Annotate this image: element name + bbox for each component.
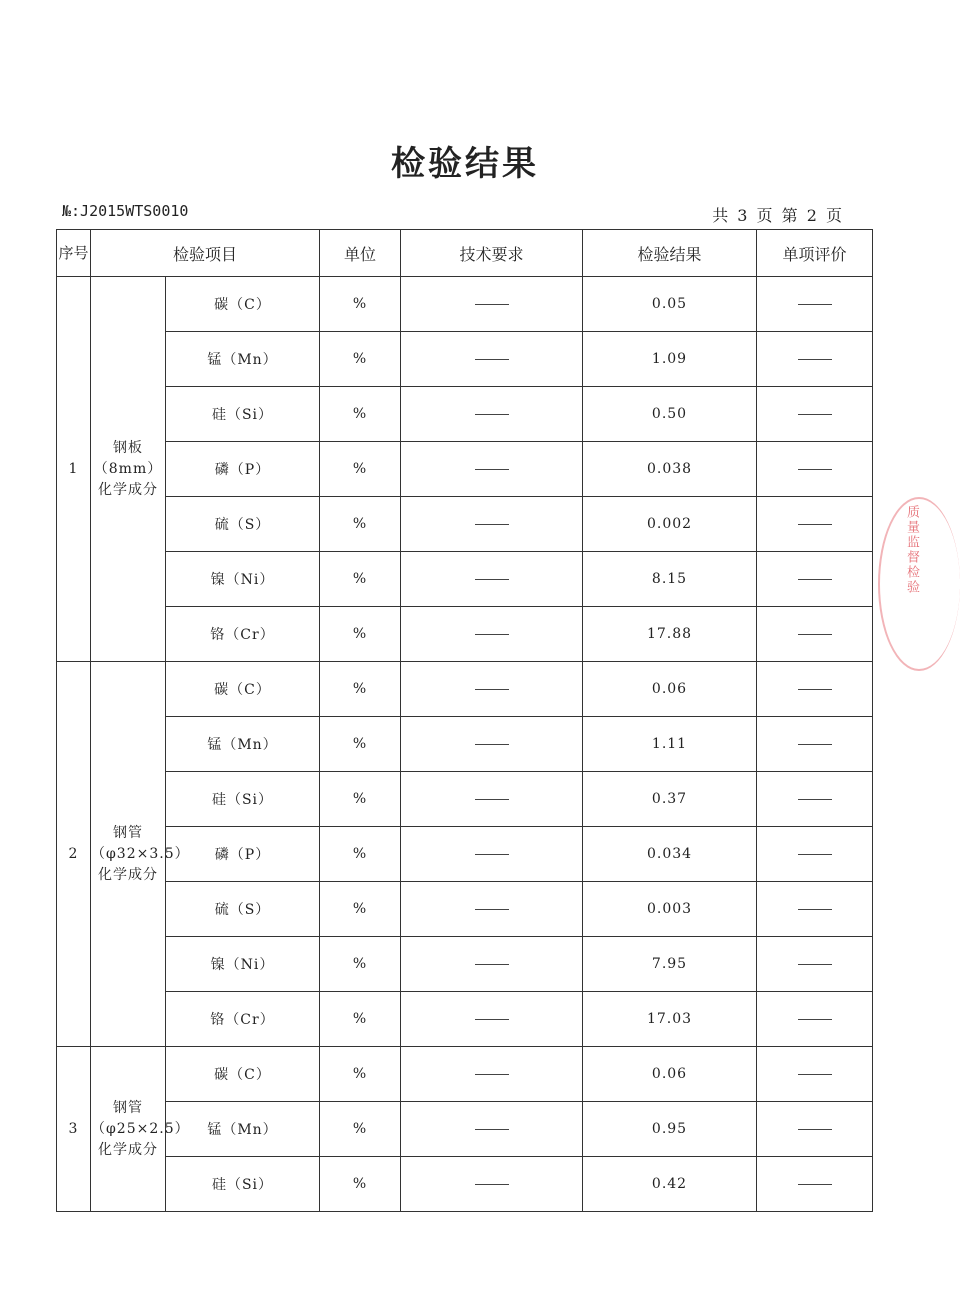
evaluation-cell [757, 827, 873, 882]
unit-cell: % [320, 772, 401, 827]
unit-cell: % [320, 1102, 401, 1157]
unit-cell: % [320, 937, 401, 992]
header-item: 检验项目 [91, 230, 320, 277]
unit-cell: % [320, 992, 401, 1047]
evaluation-cell [757, 277, 873, 332]
group-seq: 3 [57, 1047, 91, 1212]
dash-mark [475, 744, 509, 745]
requirement-cell [401, 772, 583, 827]
dash-mark [798, 1129, 832, 1130]
requirement-cell [401, 277, 583, 332]
element-cell: 硫（S） [166, 497, 320, 552]
requirement-cell [401, 937, 583, 992]
element-cell: 碳（C） [166, 1047, 320, 1102]
header-evaluation: 单项评价 [757, 230, 873, 277]
dash-mark [475, 304, 509, 305]
dash-mark [475, 799, 509, 800]
element-cell: 镍（Ni） [166, 552, 320, 607]
result-cell: 7.95 [583, 937, 757, 992]
result-cell: 0.06 [583, 1047, 757, 1102]
unit-cell: % [320, 1157, 401, 1212]
evaluation-cell [757, 1047, 873, 1102]
element-cell: 锰（Mn） [166, 717, 320, 772]
dash-mark [475, 469, 509, 470]
dash-mark [475, 634, 509, 635]
requirement-cell [401, 552, 583, 607]
element-cell: 硅（Si） [166, 387, 320, 442]
result-cell: 17.03 [583, 992, 757, 1047]
unit-cell: % [320, 882, 401, 937]
evaluation-cell [757, 332, 873, 387]
element-cell: 镍（Ni） [166, 937, 320, 992]
dash-mark [475, 414, 509, 415]
table-row [57, 497, 873, 552]
element-cell: 磷（P） [166, 827, 320, 882]
element-cell: 铬（Cr） [166, 992, 320, 1047]
requirement-cell [401, 992, 583, 1047]
table-row [57, 387, 873, 442]
result-cell: 0.37 [583, 772, 757, 827]
dash-mark [475, 1129, 509, 1130]
dash-mark [798, 359, 832, 360]
evaluation-cell [757, 882, 873, 937]
evaluation-cell [757, 772, 873, 827]
unit-cell: % [320, 552, 401, 607]
table-row [57, 937, 873, 992]
group-name: 钢管（φ25×2.5）化学成分 [91, 1047, 166, 1212]
dash-mark [798, 524, 832, 525]
element-cell: 锰（Mn） [166, 1102, 320, 1157]
dash-mark [475, 524, 509, 525]
unit-cell: % [320, 717, 401, 772]
dash-mark [798, 799, 832, 800]
evaluation-cell [757, 717, 873, 772]
dash-mark [798, 414, 832, 415]
unit-cell: % [320, 1047, 401, 1102]
requirement-cell [401, 1102, 583, 1157]
requirement-cell [401, 882, 583, 937]
dash-mark [798, 634, 832, 635]
result-cell: 0.06 [583, 662, 757, 717]
element-cell: 硅（Si） [166, 1157, 320, 1212]
table-row [57, 1157, 873, 1212]
table-row [57, 607, 873, 662]
evaluation-cell [757, 607, 873, 662]
requirement-cell [401, 662, 583, 717]
requirement-cell [401, 1157, 583, 1212]
result-cell: 1.11 [583, 717, 757, 772]
element-cell: 硫（S） [166, 882, 320, 937]
requirement-cell [401, 827, 583, 882]
table-header-row [57, 230, 873, 277]
table-row [57, 552, 873, 607]
element-cell: 硅（Si） [166, 772, 320, 827]
result-cell: 0.034 [583, 827, 757, 882]
dash-mark [798, 469, 832, 470]
stamp-text: 质量监督检验 [904, 505, 919, 595]
dash-mark [798, 1019, 832, 1020]
dash-mark [798, 689, 832, 690]
element-cell: 碳（C） [166, 277, 320, 332]
dash-mark [475, 1019, 509, 1020]
dash-mark [798, 579, 832, 580]
group-name: 钢板（8mm）化学成分 [91, 277, 166, 662]
evaluation-cell [757, 1102, 873, 1157]
unit-cell: % [320, 827, 401, 882]
evaluation-cell [757, 992, 873, 1047]
header-seq: 序号 [57, 230, 91, 277]
dash-mark [475, 359, 509, 360]
result-cell: 17.88 [583, 607, 757, 662]
result-cell: 1.09 [583, 332, 757, 387]
results-table [56, 229, 873, 1212]
result-cell: 0.95 [583, 1102, 757, 1157]
dash-mark [798, 304, 832, 305]
group-seq: 1 [57, 277, 91, 662]
dash-mark [798, 1184, 832, 1185]
table-row [57, 772, 873, 827]
table-row [57, 332, 873, 387]
element-cell: 铬（Cr） [166, 607, 320, 662]
table-row [57, 662, 873, 717]
evaluation-cell [757, 1157, 873, 1212]
result-cell: 0.50 [583, 387, 757, 442]
table-row [57, 992, 873, 1047]
element-cell: 碳（C） [166, 662, 320, 717]
dash-mark [475, 964, 509, 965]
dash-mark [475, 854, 509, 855]
unit-cell: % [320, 332, 401, 387]
page-title: 检验结果 [391, 144, 539, 184]
requirement-cell [401, 332, 583, 387]
dash-mark [798, 744, 832, 745]
result-cell: 0.42 [583, 1157, 757, 1212]
requirement-cell [401, 497, 583, 552]
unit-cell: % [320, 442, 401, 497]
page-indicator: 共 3 页 第 2 页 [712, 206, 844, 225]
unit-cell: % [320, 387, 401, 442]
dash-mark [798, 909, 832, 910]
table-row [57, 1047, 873, 1102]
dash-mark [798, 964, 832, 965]
dash-mark [475, 1184, 509, 1185]
unit-cell: % [320, 662, 401, 717]
result-cell: 0.002 [583, 497, 757, 552]
header-requirement: 技术要求 [401, 230, 583, 277]
evaluation-cell [757, 497, 873, 552]
report-number: №:J2015WTS0010 [62, 202, 189, 220]
table-row [57, 717, 873, 772]
evaluation-cell [757, 442, 873, 497]
unit-cell: % [320, 277, 401, 332]
requirement-cell [401, 717, 583, 772]
unit-cell: % [320, 607, 401, 662]
result-cell: 0.038 [583, 442, 757, 497]
evaluation-cell [757, 387, 873, 442]
dash-mark [475, 689, 509, 690]
table-row [57, 277, 873, 332]
requirement-cell [401, 442, 583, 497]
dash-mark [475, 1074, 509, 1075]
requirement-cell [401, 387, 583, 442]
dash-mark [798, 1074, 832, 1075]
header-unit: 单位 [320, 230, 401, 277]
dash-mark [475, 579, 509, 580]
group-name: 钢管（φ32×3.5）化学成分 [91, 662, 166, 1047]
unit-cell: % [320, 497, 401, 552]
dash-mark [475, 909, 509, 910]
group-seq: 2 [57, 662, 91, 1047]
requirement-cell [401, 1047, 583, 1102]
result-cell: 8.15 [583, 552, 757, 607]
requirement-cell [401, 607, 583, 662]
evaluation-cell [757, 937, 873, 992]
element-cell: 锰（Mn） [166, 332, 320, 387]
dash-mark [798, 854, 832, 855]
header-result: 检验结果 [583, 230, 757, 277]
table-row [57, 882, 873, 937]
element-cell: 磷（P） [166, 442, 320, 497]
result-cell: 0.003 [583, 882, 757, 937]
result-cell: 0.05 [583, 277, 757, 332]
evaluation-cell [757, 552, 873, 607]
evaluation-cell [757, 662, 873, 717]
table-row [57, 442, 873, 497]
table-body [57, 277, 873, 1212]
